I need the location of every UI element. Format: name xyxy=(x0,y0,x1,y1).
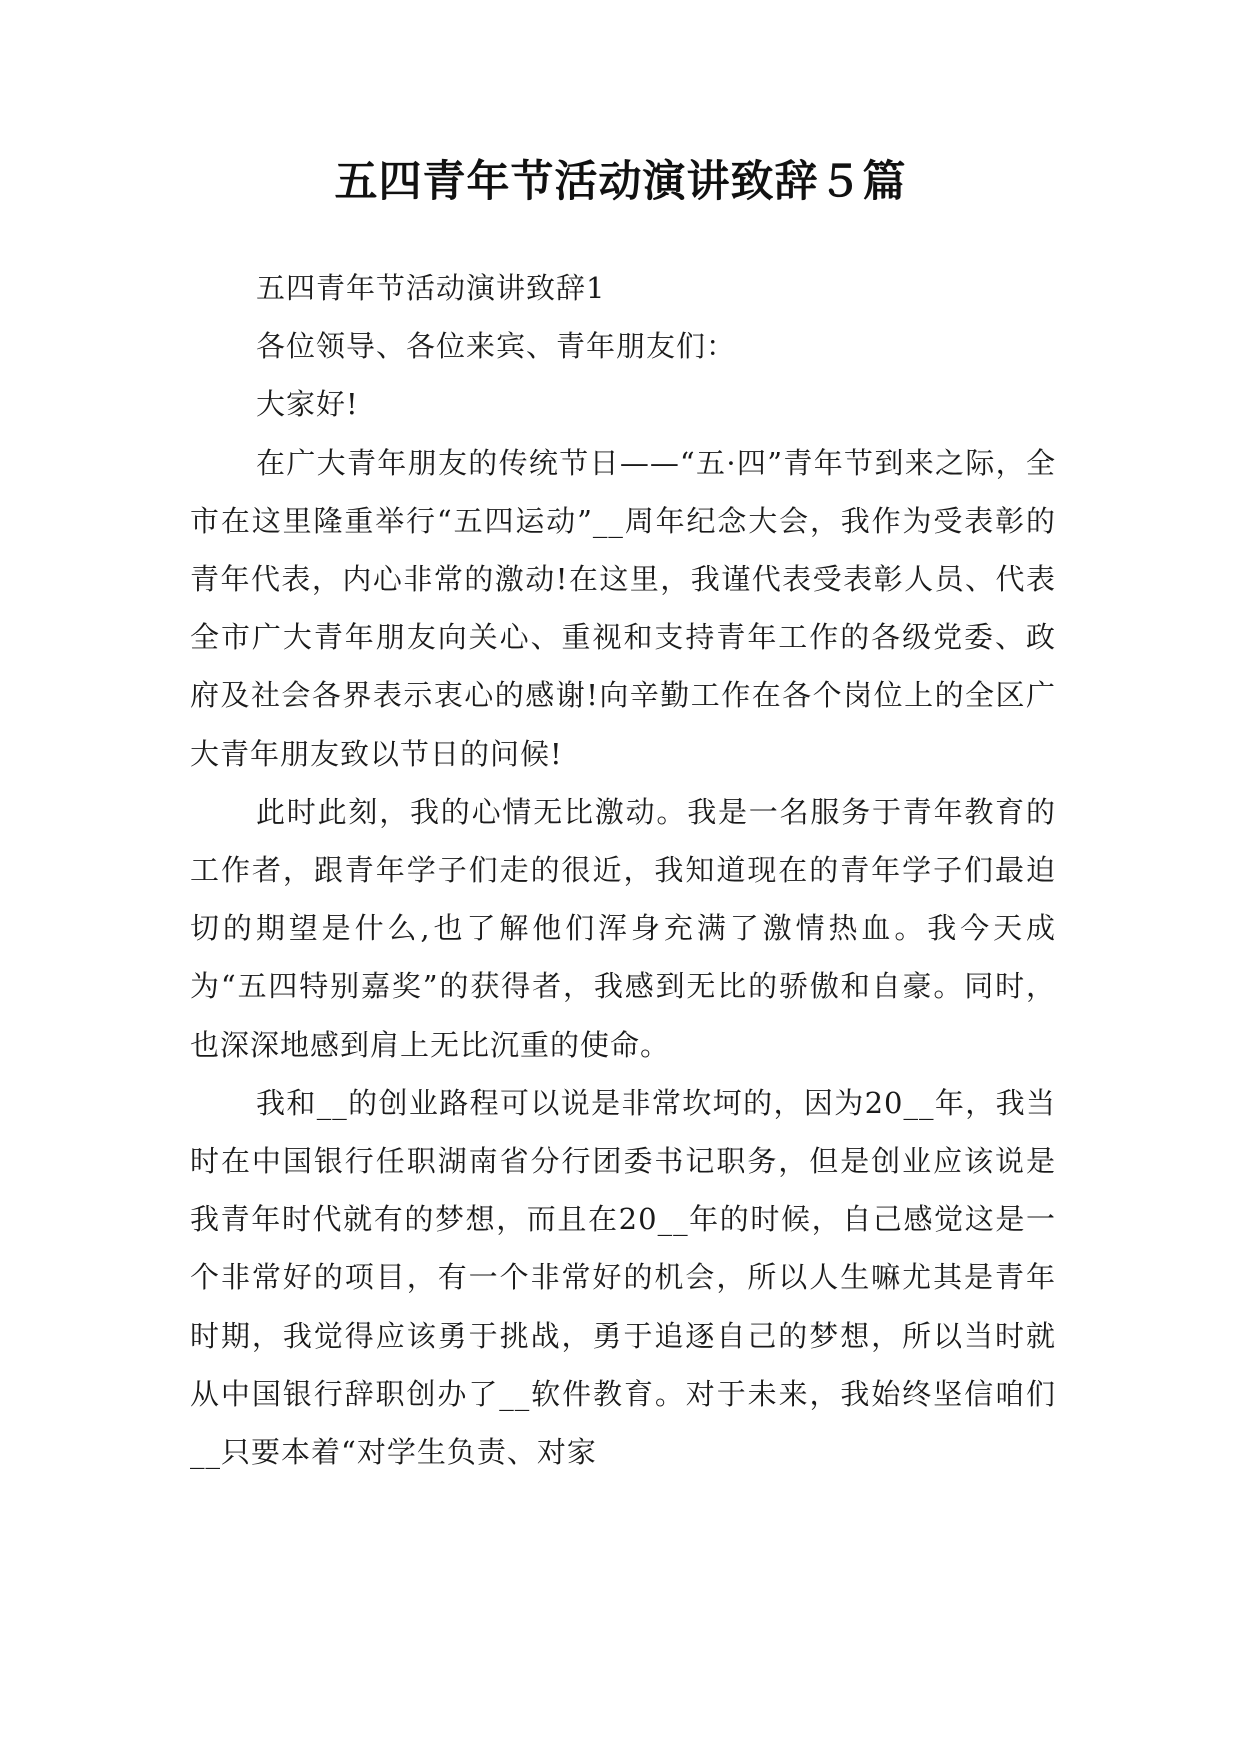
salutation: 各位领导、各位来宾、青年朋友们： xyxy=(256,329,737,364)
greeting: 大家好! xyxy=(256,387,359,422)
document-body xyxy=(190,259,1056,1481)
paragraph: 我和__的创业路程可以说是非常坎坷的，因为20__年，我当时在中国银行任职湖南省分行团委书记职务，但是创业应该说是我青年时代就有的梦想，而且在20__年的时候，自己感觉这是一个非常好的项目，有一个非常好的机会，所以人生嘛尤其是青年时期，我觉得应该勇于挑战，勇于追逐自己的梦想，所以当时就从中国银行辞职创办了__软件教育。对于未来，我始终坚信咱们__只要本着“对学生负责、对家 xyxy=(190,1085,1056,1470)
section-heading: 五四青年节活动演讲致辞1 xyxy=(256,271,606,305)
document-title: 五四青年节活动演讲致辞５篇 xyxy=(334,157,907,207)
paragraph: 在广大青年朋友的传统节日——“五·四”青年节到来之际，全市在这里隆重举行“五四运动”__周年纪念大会，我作为受表彰的青年代表，内心非常的激动!在这里，我谨代表受表彰人员、代表全市广大青年朋友向关心、重视和支持青年工作的各级党委、政府及社会各界表示衷心的感谢!向辛勤工作在各个岗位上的全区广大青年朋友致以节日的问候! xyxy=(190,445,1056,771)
paragraph: 此时此刻，我的心情无比激动。我是一名服务于青年教育的工作者，跟青年学子们走的很近，我知道现在的青年学子们最迫切的期望是什么,也了解他们浑身充满了激情热血。我今天成为“五四特别嘉奖”的获得者，我感到无比的骄傲和自豪。同时，也深深地感到肩上无比沉重的使命。 xyxy=(190,794,1056,1062)
